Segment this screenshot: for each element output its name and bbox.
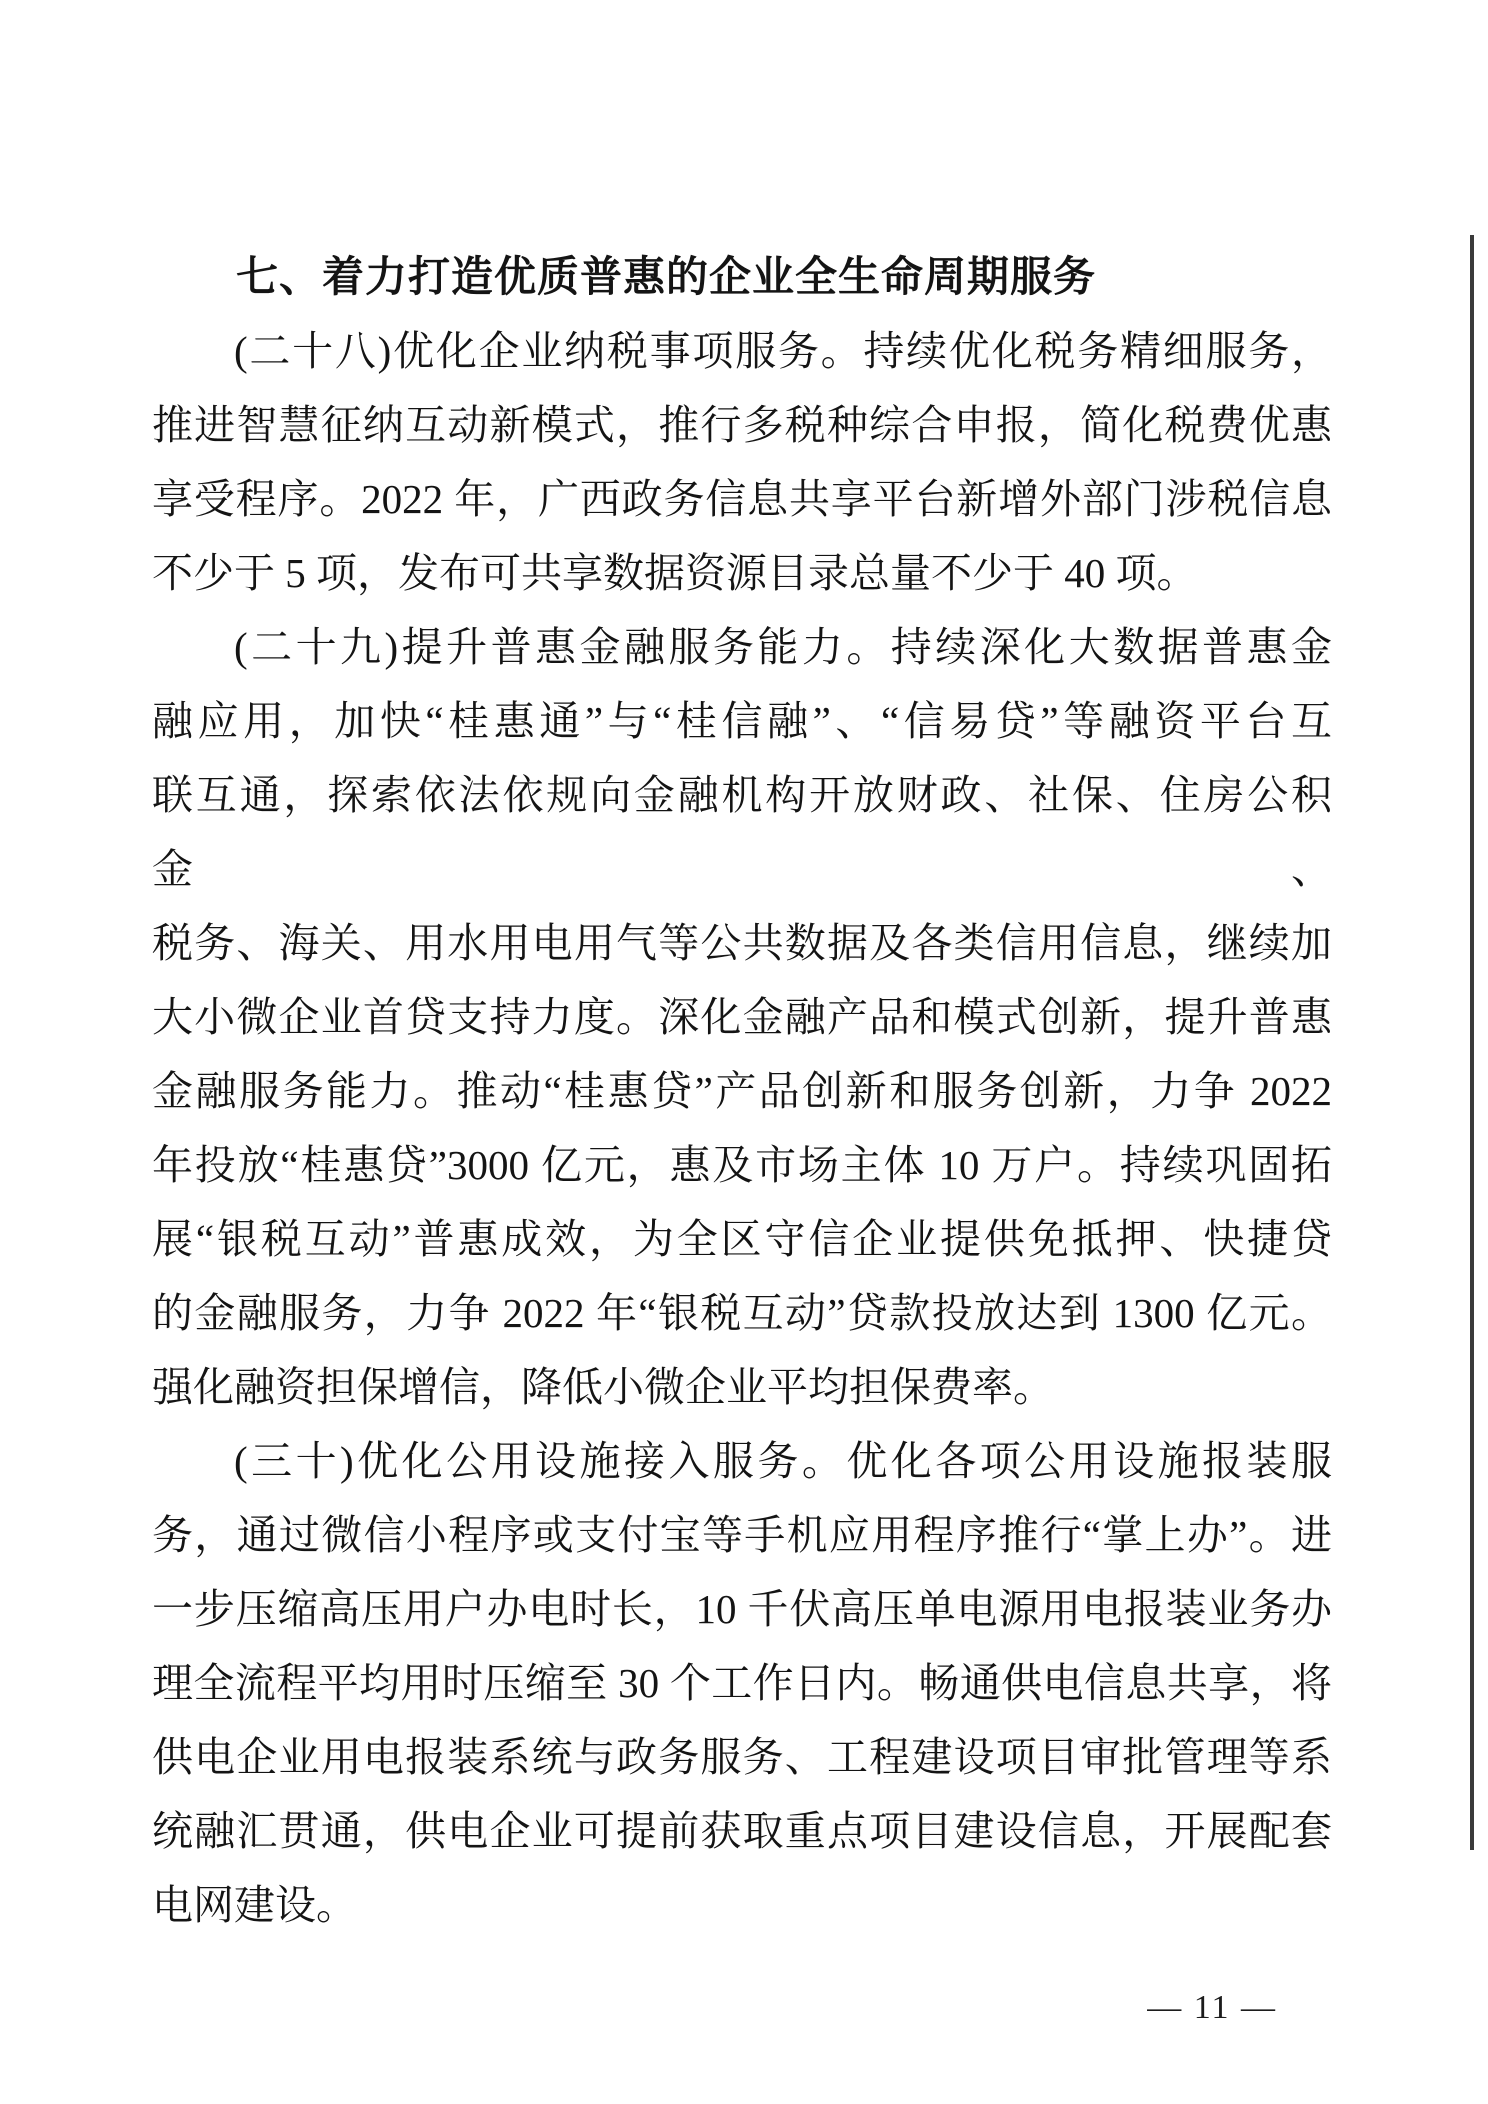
text-line: 税务、海关、用水用电用气等公共数据及各类信用信息，继续加 xyxy=(152,920,1332,966)
text-line: 的金融服务，力争 2022 年“银税互动”贷款投放达到 1300 亿元。 xyxy=(152,1290,1332,1336)
paragraph-item-29 xyxy=(152,610,1332,1424)
document-content xyxy=(152,0,1332,2028)
text-line: 年投放“桂惠贷”3000 亿元，惠及市场主体 10 万户。持续巩固拓 xyxy=(152,1142,1332,1188)
text-line: 理全流程平均用时压缩至 30 个工作日内。畅通供电信息共享，将 xyxy=(152,1660,1332,1706)
paragraph-item-28 xyxy=(152,314,1332,610)
text-line: 务，通过微信小程序或支付宝等手机应用程序推行“掌上办”。进 xyxy=(152,1512,1332,1558)
text-line: 享受程序。2022 年，广西政务信息共享平台新增外部门涉税信息 xyxy=(152,476,1332,522)
text-line: (二十八)优化企业纳税事项服务。持续优化税务精细服务， xyxy=(234,328,1332,374)
text-line: 大小微企业首贷支持力度。深化金融产品和模式创新，提升普惠 xyxy=(152,994,1332,1040)
text-line: 不少于 5 项，发布可共享数据资源目录总量不少于 40 项。 xyxy=(152,550,1198,596)
text-line: 强化融资担保增信，降低小微企业平均担保费率。 xyxy=(152,1364,1054,1410)
text-line: 融应用，加快“桂惠通”与“桂信融”、“信易贷”等融资平台互 xyxy=(152,698,1332,744)
text-line: 统融汇贯通，供电企业可提前获取重点项目建设信息，开展配套 xyxy=(152,1808,1332,1854)
text-line: 供电企业用电报装系统与政务服务、工程建设项目审批管理等系 xyxy=(152,1734,1332,1780)
text-line: 电网建设。 xyxy=(152,1882,357,1928)
text-line: 金融服务能力。推动“桂惠贷”产品创新和服务创新，力争 2022 xyxy=(152,1068,1332,1114)
text-line: 一步压缩高压用户办电时长，10 千伏高压单电源用电报装业务办 xyxy=(152,1586,1332,1632)
text-line: 联互通，探索依法依规向金融机构开放财政、社保、住房公积金、 xyxy=(152,772,1332,892)
text-line: (三十)优化公用设施接入服务。优化各项公用设施报装服 xyxy=(234,1438,1332,1484)
page-number: — 11 — xyxy=(1147,1989,1277,2026)
text-line: 展“银税互动”普惠成效，为全区守信企业提供免抵押、快捷贷 xyxy=(152,1216,1332,1262)
paragraphs-container xyxy=(152,314,1332,1942)
text-line: 推进智慧征纳互动新模式，推行多税种综合申报，简化税费优惠 xyxy=(152,402,1332,448)
section-heading: 七、着力打造优质普惠的企业全生命周期服务 xyxy=(236,253,1097,300)
scan-edge-artifact xyxy=(1470,235,1474,1850)
text-line: (二十九)提升普惠金融服务能力。持续深化大数据普惠金 xyxy=(234,624,1332,670)
paragraph-item-30 xyxy=(152,1424,1332,1942)
